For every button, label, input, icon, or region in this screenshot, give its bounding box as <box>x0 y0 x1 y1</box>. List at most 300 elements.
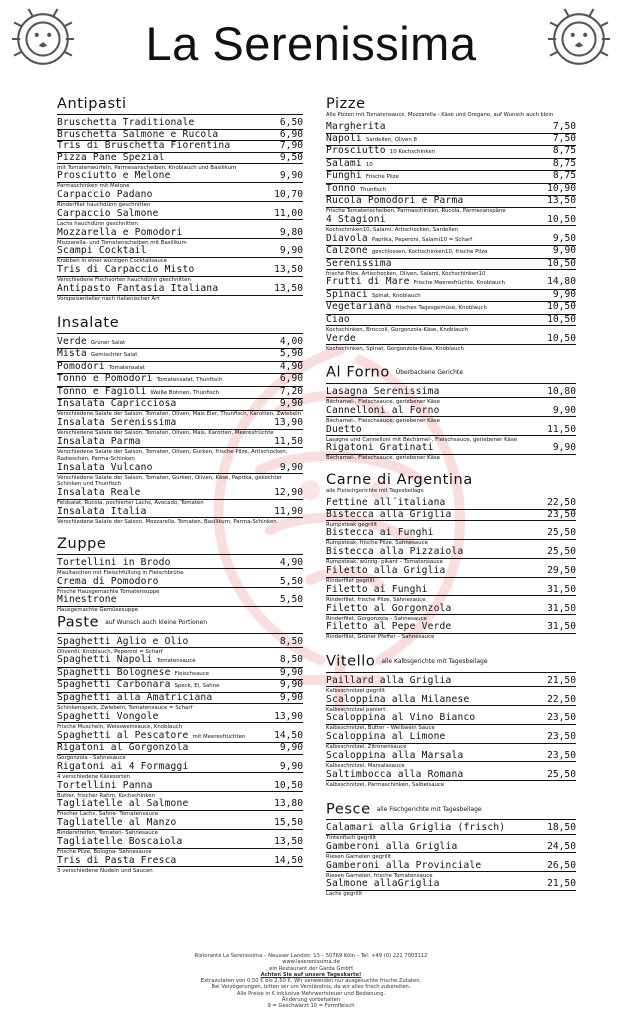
menu-item-name: Scaloppina alla Marsala <box>326 749 464 761</box>
menu-item <box>326 334 576 353</box>
menu-item-line <box>57 463 303 475</box>
menu-item <box>326 604 576 623</box>
menu-item <box>57 265 303 284</box>
menu-item-price: 13,50 <box>274 283 303 295</box>
menu-item-price: 9,90 <box>279 760 303 772</box>
menu-item-note: Weiße Bohnen, Thunfisch <box>150 389 220 396</box>
menu-column-left <box>57 96 303 875</box>
menu-section <box>57 536 303 614</box>
menu-item-line <box>326 751 576 763</box>
menu-item <box>57 693 303 712</box>
menu-item-description: Verschiedene Salate der Saison, Tomaten, Oliven, Gurken, frische Pilze, Artischocken, Radieschen, Parma-Schinken <box>57 448 288 462</box>
menu-item-line <box>57 856 303 868</box>
menu-item-note: frisches Tagesgemüse, Knoblauch <box>395 305 487 312</box>
menu-item-price: 9,90 <box>552 442 576 454</box>
menu-item-name: Tagliatelle al Salmone <box>57 798 189 810</box>
menu-item-name: Tonno e Pomodori <box>57 373 153 385</box>
menu-section <box>326 801 576 899</box>
section-subtitle: Alle Pizzen mit Tomatensauce, Mozzarella - Käse und Oregano, auf Wunsch auch klein <box>326 112 554 118</box>
menu-item-description: Rumpsteak, würzig- pikant – Tomatensauce <box>326 559 443 566</box>
menu-item-price: 9,90 <box>279 679 303 691</box>
section-title-text: Antipasti <box>57 96 127 112</box>
menu-item-name: Rigatoni ai 4 Formaggi <box>57 760 189 772</box>
footer-delay-note: Bei Verzögerungen, bitten wir um Verständnis, da wir alles frisch zubereiten. <box>211 984 411 991</box>
menu-item-price: 9,50 <box>279 151 303 163</box>
menu-item-name: Mozzarella e Pomodori <box>57 226 183 238</box>
menu-item-line <box>326 406 576 418</box>
menu-item-name: Bistecca alla Griglia <box>326 508 452 520</box>
menu-item-line <box>57 141 303 153</box>
menu-item-line <box>326 246 576 259</box>
menu-item-line <box>57 246 303 258</box>
menu-item-name: Pizza Pane Spezial <box>57 151 165 163</box>
menu-item-line <box>326 302 576 315</box>
menu-item-note: Sardellen, Oliven 8 <box>365 136 417 143</box>
menu-item-note: Fleischsauce <box>174 670 209 677</box>
menu-item-price: 9,90 <box>552 404 576 416</box>
menu-item-price: 5,50 <box>279 594 303 606</box>
menu-item-description: Kalbsschnitzel, Parmaschinken, Salbeisauce <box>326 781 445 788</box>
menu-item-line <box>326 604 576 616</box>
menu-item-description: Rinderfilet, frische Pilze, Sahnesauce <box>326 596 426 603</box>
menu-item-line <box>326 732 576 744</box>
menu-item <box>326 259 576 278</box>
menu-item <box>57 818 303 837</box>
menu-item <box>57 246 303 265</box>
menu-item-line <box>57 209 303 221</box>
menu-item-description: Rumpsteak gegrillt <box>326 521 377 528</box>
menu-item-description: Kalbsschnitzel gegrillt <box>326 687 386 694</box>
menu-item-description: Lachs hauchdünn geschnitten <box>57 220 138 227</box>
section-note: Überbackene Gerichte <box>395 369 463 377</box>
menu-item-price: 14,80 <box>547 276 576 288</box>
menu-item-note: Frische Meeresfrüchte, Knoblauch <box>413 280 505 287</box>
menu-item-name: Filetto ai Funghi <box>326 583 428 595</box>
menu-item-name: Carpaccio Salmone <box>57 207 159 219</box>
menu-item-price: 18,50 <box>547 822 576 834</box>
menu-item-note: Tomatensauce <box>156 658 196 665</box>
menu-item-description: frische Pilze, Artischocken, Oliven, Salami, Kochschinken10 <box>326 270 486 277</box>
menu-item-price: 26,50 <box>547 859 576 871</box>
menu-item-name: Crema di Pomodoro <box>57 575 159 587</box>
menu-item-note: Frische Pilze <box>365 174 399 180</box>
menu-item <box>57 284 303 303</box>
menu-item-note: Grüner Salat <box>90 339 126 346</box>
menu-item-description: Feldsalat, Rucola, pochierter Lachs, Avocado, Tomaten <box>57 500 204 507</box>
lion-crest-icon <box>548 8 610 70</box>
menu-item-description: Kochschinken10, Salami, Artischocken, Sardellen <box>326 226 459 233</box>
menu-item-description: Frische Muscheln, Weissweinsauce, Knoblauch <box>57 723 183 730</box>
menu-item-description: Verschiedene Salate der Saison, Tomaten, Gurken, Oliven, Käse, Paprika, gekochter Schinken und Thunfisch <box>57 474 282 488</box>
menu-item-name: Scaloppina alla Milanese <box>326 693 470 705</box>
menu-item-price: 11,50 <box>547 423 576 435</box>
section-title <box>326 96 576 113</box>
menu-item-name: Duetto <box>326 423 362 435</box>
menu-item-price: 6,90 <box>279 373 303 385</box>
menu-item <box>326 695 576 714</box>
menu-item-line <box>326 443 576 455</box>
menu-item-name: Diavola <box>326 232 368 244</box>
menu-section <box>326 364 576 462</box>
menu-item-price: 9,90 <box>279 398 303 410</box>
menu-item-price: 9,90 <box>279 666 303 678</box>
menu-item-price: 9,90 <box>552 288 576 300</box>
menu-item-price: 9,80 <box>279 226 303 238</box>
menu-item-price: 22,50 <box>547 497 576 509</box>
menu-item-price: 25,50 <box>547 768 576 780</box>
menu-item-line <box>57 799 303 811</box>
menu-item-price: 31,50 <box>547 583 576 595</box>
section-title <box>326 472 576 489</box>
menu-item-line <box>326 215 576 227</box>
menu-item-price: 9,90 <box>279 461 303 473</box>
section-divider <box>57 333 303 334</box>
menu-item-line <box>57 284 303 296</box>
menu-item-description: Rinderfilet, Gorgonzola – Sahnesauce <box>326 615 427 622</box>
menu-item-line <box>57 488 303 500</box>
menu-item-price: 23,50 <box>547 749 576 761</box>
section-title <box>57 96 303 113</box>
section-title <box>57 536 303 553</box>
menu-item-line <box>326 676 576 688</box>
menu-item-price: 29,50 <box>547 565 576 577</box>
menu-item-line <box>57 558 303 570</box>
menu-item-price: 5,50 <box>279 575 303 587</box>
menu-item-line <box>57 837 303 849</box>
menu-item-name: Salmone allaGriglia <box>326 878 440 890</box>
menu-item <box>326 732 576 751</box>
menu-item-price: 15,50 <box>274 817 303 829</box>
menu-item-description: Krabben in einer würzigen Cocktailsauce <box>57 258 168 265</box>
menu-item-price: 10,50 <box>274 779 303 791</box>
menu-item <box>57 488 303 507</box>
menu-item-description: Rinderfilet hauchdünn geschnitten <box>57 202 151 209</box>
menu-item-line <box>326 171 576 184</box>
menu-item <box>57 507 303 526</box>
menu-item-price: 13,50 <box>547 195 576 206</box>
menu-section <box>326 96 576 352</box>
section-title <box>326 364 576 382</box>
menu-item-line <box>326 770 576 782</box>
menu-item-price: 22,50 <box>547 693 576 705</box>
menu-item-price: 9,50 <box>552 232 576 244</box>
menu-item-line <box>326 879 576 891</box>
menu-item-line <box>57 374 303 387</box>
section-title <box>57 614 303 632</box>
menu-item-line <box>57 337 303 350</box>
menu-item-name: Insalata Reale <box>57 487 141 499</box>
menu-item <box>57 637 303 656</box>
menu-item-name: Prosciutto <box>326 145 386 156</box>
footer-specials: Achten Sie auf unsere Tageskarte! <box>260 971 362 978</box>
menu-item-name: Tris di Carpaccio Misto <box>57 264 195 276</box>
menu-item-line <box>326 528 576 540</box>
menu-item-name: Spinaci <box>326 288 368 300</box>
menu-item-line <box>57 399 303 411</box>
menu-item-name: Scaloppina al Limone <box>326 731 446 743</box>
menu-item-description: Maultaschen mit Fleischfüllung in Fleischbrühe <box>57 569 184 576</box>
menu-item-description: Béchamel-, Fleischsauce, geriebener Käse <box>326 398 441 405</box>
menu-item-price: 5,90 <box>279 348 303 360</box>
menu-item <box>326 159 576 172</box>
menu-item-price: 23,50 <box>547 508 576 520</box>
section-divider <box>326 383 576 384</box>
menu-item-description: Rinderfilet gegrillt <box>326 578 375 585</box>
menu-item-name: Tagliatelle Boscaiola <box>57 836 183 848</box>
section-title-text: Al Forno <box>326 364 390 381</box>
menu-item-name: Antipasto Fantasia Italiana <box>57 283 219 295</box>
menu-item-name: Bistecca ai Funghi <box>326 527 434 539</box>
menu-item-price: 21,50 <box>547 878 576 890</box>
menu-item <box>57 595 303 614</box>
menu-item-line <box>57 712 303 724</box>
menu-item-description: Kalbsschnitzel, Marsalasauce <box>326 762 405 769</box>
menu-item-line <box>57 418 303 430</box>
menu-item-description: Lasagne und Cannelloni mit Béchamel-, Fleischsauce, geriebener Käse <box>326 436 517 443</box>
menu-item-price: 10,50 <box>547 301 576 313</box>
menu-item-name: Ciao <box>326 313 350 325</box>
menu-item-description: Hausgemachte Gemüsesuppe <box>57 607 139 614</box>
menu-item <box>326 823 576 842</box>
menu-item-name: Saltimbocca alla Romana <box>326 768 464 780</box>
menu-item-name: Frutti di Mare <box>326 276 410 288</box>
menu-item-price: 21,50 <box>547 674 576 686</box>
menu-item <box>326 302 576 315</box>
footer-extras: Extrazutaten von 0,50 € bis 2,50 €. Wir verwenden nur ausgesuchte frische Zutaten. <box>200 978 422 985</box>
menu-item-description: Kalbsschnitzel paniert <box>326 706 386 713</box>
menu-item-name: Napoli <box>326 132 362 144</box>
menu-item-price: 10,50 <box>547 332 576 344</box>
menu-item-price: 10,50 <box>547 213 576 225</box>
section-title-text: Pesce <box>326 801 371 818</box>
menu-item-line <box>57 190 303 202</box>
menu-item-name: Calamari alla Griglia (frisch) <box>326 822 506 834</box>
menu-item <box>326 547 576 566</box>
menu-item-line <box>57 637 303 649</box>
menu-item-name: Tagliatelle al Manzo <box>57 817 177 829</box>
menu-item <box>326 215 576 234</box>
menu-item-name: Insalata Italia <box>57 505 147 517</box>
menu-item-description: Riesen Garnelen gegrillt <box>326 853 392 860</box>
menu-item-line <box>57 265 303 277</box>
menu-item-price: 10,80 <box>547 385 576 397</box>
footer-website: www.laserenissima.de <box>282 959 340 966</box>
menu-item-note: Spinat, Knoblauch <box>371 292 421 299</box>
menu-item-line <box>326 823 576 835</box>
menu-item-name: Rigatoni al Gorgonzola <box>57 742 189 754</box>
menu-item-line <box>326 259 576 271</box>
menu-item-price: 10,70 <box>274 189 303 201</box>
menu-item-line <box>326 842 576 854</box>
menu-item-name: Tris di Bruschetta Fiorentina <box>57 140 231 151</box>
page-title: La Serenissima <box>145 17 477 70</box>
menu-item-line <box>326 585 576 597</box>
footer-price-note: Alle Preise in € inklusive Mehrwertsteuer und Bedienung. <box>236 990 386 997</box>
menu-item-name: Paillard alla Griglia <box>326 674 452 686</box>
menu-item-price: 7,90 <box>279 140 303 151</box>
menu-item-line <box>326 695 576 707</box>
menu-item <box>326 770 576 789</box>
section-title <box>326 653 576 671</box>
menu-item-line <box>57 437 303 449</box>
menu-item-description: Rinderstreifen, Tomaten- Sahnesauce <box>57 830 158 837</box>
menu-item-price: 14,50 <box>274 854 303 866</box>
menu-item <box>57 337 303 350</box>
menu-item-price: 6,50 <box>279 117 303 128</box>
menu-item-line <box>326 861 576 873</box>
section-title-text: Pizze <box>326 96 366 112</box>
menu-item-name: Filetto al Gorgonzola <box>326 602 452 614</box>
menu-item-description: Parmaschinken mit Melone <box>57 183 130 190</box>
menu-item-line <box>326 122 576 134</box>
menu-item-name: Serenissima <box>326 257 392 269</box>
menu-item-name: Rucola Pomodori e Parma <box>326 195 464 206</box>
menu-item-name: Spaghetti Vongole <box>57 710 159 722</box>
menu-item-description: Kalbsschnitzel, Butter – Weißwein Sauce <box>326 725 435 732</box>
menu-item-description: Vorspeisenteller nach italienischer Art <box>57 296 160 303</box>
menu-item-name: Gamberoni alla Griglia <box>326 840 458 852</box>
section-title <box>326 801 576 819</box>
menu-item-name: Spaghetti Carbonara <box>57 679 171 691</box>
menu-item-line <box>57 507 303 519</box>
menu-item-line <box>57 595 303 607</box>
menu-item-description: Verschiedene Salate der Saison, Tomaten, Oliven, Mais, Karotten, Meeresfrüchte <box>57 430 274 437</box>
menu-item <box>326 315 576 334</box>
menu-item-price: 9,90 <box>279 245 303 257</box>
section-title-text: Zuppe <box>57 535 107 552</box>
menu-item-line <box>326 334 576 346</box>
menu-item-description: Gorgonzola - Sahnesauce <box>57 755 126 762</box>
menu-item-name: Insalata Serenissima <box>57 417 177 429</box>
menu-item-description: Béchamel-, Fleischsauce, geriebener Käse <box>326 455 441 462</box>
menu-item-note: geschlossen, Kochschinken10, frische Pilze <box>371 249 488 256</box>
menu-item-price: 31,50 <box>547 621 576 633</box>
menu-item-name: Rigatoni Gratinati <box>326 442 434 454</box>
menu-item-name: Bruschetta Salmone e Rucola <box>57 128 219 140</box>
menu-item <box>326 406 576 425</box>
menu-item <box>57 437 303 463</box>
menu-item-line <box>57 153 303 165</box>
menu-item-name: Scaloppina al Vino Bianco <box>326 712 476 724</box>
menu-item <box>326 498 576 510</box>
menu-item-name: Carpaccio Padano <box>57 189 153 201</box>
menu-item-price: 11,00 <box>274 207 303 219</box>
menu-item-name: Filetto al Pepe Verde <box>326 621 452 633</box>
menu-item-description: mit Tomatenwürfeln, Parmesanscheiben, Knoblauch und Basilikum <box>57 164 237 171</box>
menu-item-note: Thunfisch <box>359 186 387 193</box>
menu-item-name: Filetto alla Griglia <box>326 565 446 577</box>
menu-item <box>57 190 303 209</box>
menu-item-line <box>326 566 576 578</box>
menu-item-price: 7,20 <box>279 385 303 397</box>
menu-item-price: 13,90 <box>274 417 303 429</box>
menu-item-line <box>57 762 303 774</box>
menu-item-name: Spaghetti alla Amatriciana <box>57 691 213 703</box>
menu-section <box>57 614 303 874</box>
menu-item-line <box>326 196 576 208</box>
menu-item-price: 9,90 <box>279 742 303 754</box>
menu-item-price: 4,00 <box>279 335 303 347</box>
menu-item-line <box>326 622 576 634</box>
menu-item <box>57 153 303 172</box>
menu-item <box>326 443 576 462</box>
menu-item-line <box>326 510 576 522</box>
menu-item-price: 8,50 <box>279 654 303 666</box>
section-title-text: Vitello <box>326 653 376 670</box>
menu-item-price: 4,90 <box>279 360 303 372</box>
menu-item-price: 8,75 <box>552 170 576 181</box>
menu-item-price: 24,50 <box>547 840 576 852</box>
section-divider <box>57 554 303 555</box>
menu-item <box>326 861 576 880</box>
menu-item-name: Calzone <box>326 245 368 257</box>
menu-item-price: 23,50 <box>547 731 576 743</box>
menu-item <box>326 196 576 215</box>
menu-item <box>57 374 303 387</box>
menu-item-price: 10,90 <box>547 182 576 194</box>
menu-item-name: Insalata Parma <box>57 435 141 447</box>
menu-item-name: Mista <box>57 348 87 360</box>
menu-item <box>57 171 303 190</box>
menu-item-name: Scampi Cocktail <box>57 245 147 257</box>
menu-item-line <box>326 159 576 172</box>
menu-item-price: 9,90 <box>279 170 303 182</box>
menu-item-name: Tonno <box>326 182 356 194</box>
menu-item-description: Riesen Garnelen, frische Tomatensauce <box>326 872 433 879</box>
section-title <box>57 315 303 332</box>
menu-item <box>57 781 303 800</box>
menu-item-name: Lasagna Serenissima <box>326 385 440 397</box>
menu-item-description: Frische Tomatenscheiben, Parmaschinken, Rucola, Parmesanspäne <box>326 208 506 214</box>
menu-item-price: 13,50 <box>274 836 303 848</box>
menu-item-description: Butter, frischer Rahm, Kochschinken <box>57 792 156 799</box>
menu-item-price: 6,90 <box>279 128 303 140</box>
section-divider <box>326 672 576 673</box>
menu-item <box>326 751 576 770</box>
menu-item-name: Prosciutto e Melone <box>57 170 171 182</box>
menu-item <box>57 349 303 362</box>
menu-item-name: 4 Stagioni <box>326 213 386 225</box>
menu-item-note: Paprika, Peperoni, Salami10 = Scharf <box>371 236 473 243</box>
menu-item <box>326 879 576 898</box>
menu-item-name: Spaghetti Napoli <box>57 654 153 666</box>
menu-item-price: 31,50 <box>547 602 576 614</box>
menu-item-description: Verschiedene Salate der Saison, Tomaten, Oliven, Mais Eier, Thunfisch, Karotten, Zwiebeln <box>57 411 302 418</box>
footer-legend: 9 = Geschwärzt 10 = Formfleisch <box>267 1003 355 1010</box>
section-title-text: Paste <box>57 614 100 631</box>
section-title-text: Insalate <box>57 314 120 331</box>
menu-item-description: Verschiedene Salate der Saison, Mozzarella, Tomaten, Basilikum, Parma-Schinken <box>57 518 277 525</box>
section-divider <box>57 114 303 115</box>
menu-item <box>326 528 576 547</box>
menu-item-note: Gemischter Salat <box>90 352 138 359</box>
menu-item-price: 14,50 <box>274 729 303 741</box>
menu-section <box>57 96 303 303</box>
menu-item <box>326 387 576 406</box>
menu-item <box>57 118 303 130</box>
menu-item-name: Tonno e Fagioli <box>57 385 147 397</box>
menu-item <box>326 842 576 861</box>
footer <box>0 953 622 1010</box>
menu-item-line <box>57 349 303 362</box>
menu-item <box>57 558 303 577</box>
menu-item-line <box>57 228 303 240</box>
menu-item-line <box>57 781 303 793</box>
menu-item-price: 9,90 <box>552 245 576 257</box>
menu-item-name: Fettine all´italiana <box>326 497 446 509</box>
menu-item <box>326 713 576 732</box>
menu-item-name: Bistecca alla Pizzaiola <box>326 546 464 558</box>
